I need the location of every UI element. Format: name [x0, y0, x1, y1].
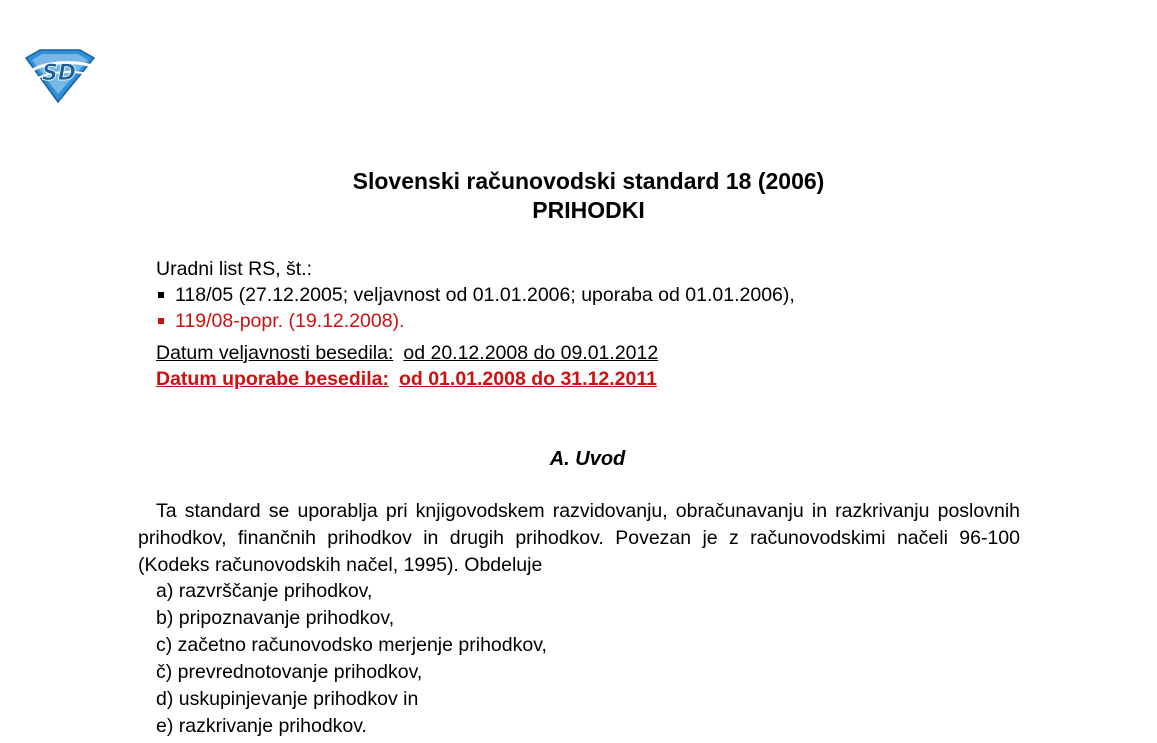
gazette-heading: Uradni list RS, št.:: [156, 258, 313, 280]
list-item: d) uskupinjevanje prihodkov in: [156, 688, 419, 710]
document-subtitle: PRIHODKI: [532, 197, 645, 223]
list-item: a) razvrščanje prihodkov,: [156, 580, 373, 602]
list-item: b) pripoznavanje prihodkov,: [156, 607, 395, 629]
gazette-item-text: 119/08-popr. (19.12.2008).: [175, 310, 405, 332]
gazette-references: [156, 256, 795, 334]
list-item: č) prevrednotovanje prihodkov,: [156, 661, 423, 683]
list-item: c) začetno računovodsko merjenje prihodkov,: [156, 634, 547, 656]
application-row: [156, 366, 658, 392]
gazette-item: [156, 282, 795, 308]
scope-list: [156, 578, 547, 740]
section-heading: A. Uvod: [549, 448, 626, 470]
gazette-item-text: 118/05 (27.12.2005; veljavnost od 01.01.2006; uporaba od 01.01.2006),: [175, 284, 795, 306]
list-item: e) razkrivanje prihodkov.: [156, 715, 367, 737]
document-title-block: [0, 167, 1157, 225]
text-dates: [156, 340, 658, 392]
bullet-icon: [158, 292, 164, 298]
gazette-item-correction: [156, 308, 795, 334]
application-label: Datum uporabe besedila:: [156, 368, 389, 390]
sd-shield-logo: [22, 48, 98, 104]
intro-paragraph: Ta standard se uporablja pri knjigovodskem razvidovanju, obračunavanju in razkrivanju poslovnih prihodkov, finančnih prihodkov in drugih prihodkov. Povezan je z računovodskimi načeli 96-100 (Kodeks računovodskih načel, 1995). Obdeluje: [138, 500, 1020, 576]
bullet-icon: [158, 318, 164, 324]
logo-graphic: [22, 48, 98, 104]
logo-letters: SD: [41, 61, 77, 86]
application-value: od 01.01.2008 do 31.12.2011: [398, 368, 657, 390]
document-title: Slovenski računovodski standard 18 (2006): [352, 168, 825, 194]
validity-label: Datum veljavnosti besedila:: [156, 342, 394, 364]
validity-row: [156, 340, 658, 366]
validity-value: od 20.12.2008 do 09.01.2012: [403, 342, 659, 364]
